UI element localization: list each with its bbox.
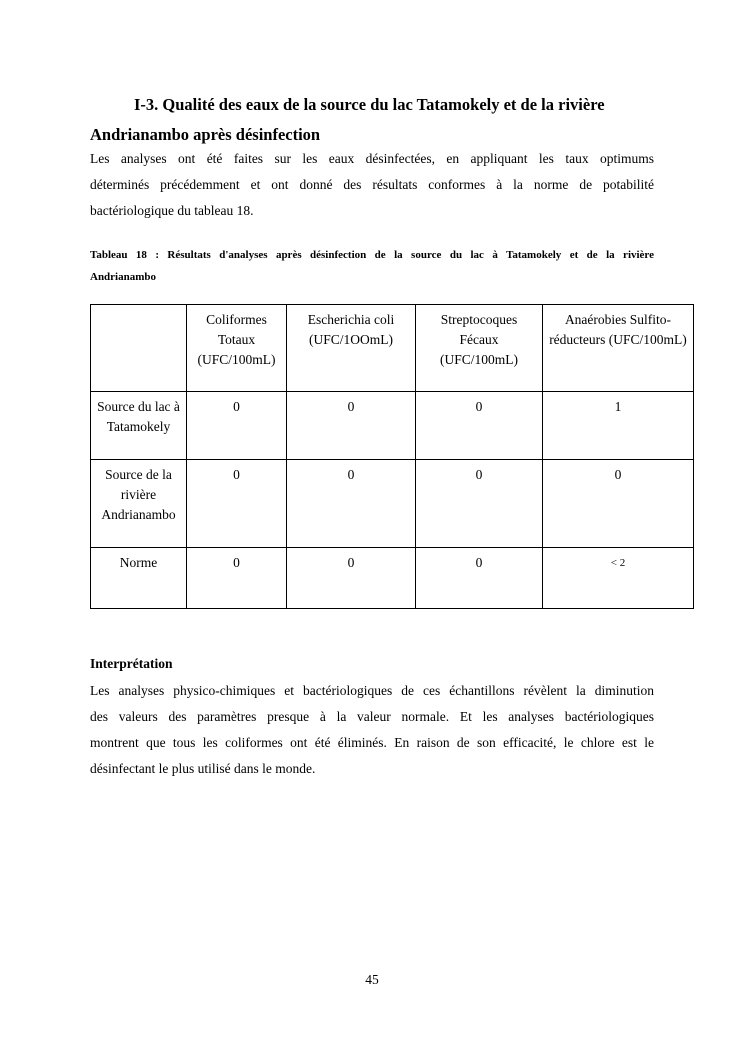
intro-line: bactériologique du tableau 18. — [90, 203, 254, 218]
row-label: Norme — [91, 548, 187, 609]
caption-line: Andrianambo — [90, 271, 157, 283]
table-cell: 0 — [416, 392, 543, 460]
table-row — [91, 460, 694, 548]
table-cell: 0 — [287, 460, 416, 548]
table-cell: 0 — [187, 548, 287, 609]
table-cell: < 2 — [543, 548, 694, 609]
table-row — [91, 548, 694, 609]
row-label: Source de la rivière Andrianambo — [91, 460, 187, 548]
table-cell: 0 — [187, 460, 287, 548]
table-caption — [90, 244, 654, 288]
section-title-line-1: Qualité des eaux de la source du lac Tatamokely et de la rivière — [162, 95, 605, 114]
caption-line: Tableau 18 : Résultats d'analyses après désinfection de la source du lac à Tatamokely et de la rivière — [90, 249, 654, 261]
table-cell: 0 — [187, 392, 287, 460]
table-cell: 0 — [416, 460, 543, 548]
header-cell-empty — [91, 305, 187, 392]
table-cell: 0 — [416, 548, 543, 609]
intro-line: Les analyses ont été faites sur les eaux désinfectées, en appliquant les taux optimums — [90, 151, 654, 166]
table-cell: 0 — [287, 392, 416, 460]
table-cell: 0 — [543, 460, 694, 548]
intro-line: déterminés précédemment et ont donné des résultats conformes à la norme de potabilité — [90, 177, 654, 192]
page-number: 45 — [365, 972, 379, 987]
header-escherichia-coli: Escherichia coli (UFC/1OOmL) — [287, 305, 416, 392]
interpretation-paragraph — [90, 678, 654, 782]
section-heading — [90, 90, 654, 150]
table-header-row — [91, 305, 694, 392]
interpretation-title: Interprétation — [90, 656, 173, 671]
interpretation-line: désinfectant le plus utilisé dans le monde. — [90, 761, 316, 776]
interpretation-line: Les analyses physico-chimiques et bactériologiques de ces échantillons révèlent la diminution — [90, 683, 654, 698]
interpretation-line: des valeurs des paramètres presque à la valeur normale. Et les analyses bactériologiques — [90, 709, 654, 724]
header-streptocoques-fecaux: Streptocoques Fécaux (UFC/100mL) — [416, 305, 543, 392]
header-coliformes-totaux: Coliformes Totaux (UFC/100mL) — [187, 305, 287, 392]
table-cell: 1 — [543, 392, 694, 460]
section-number: I-3. — [134, 95, 159, 114]
section-title-line-2: Andrianambo après désinfection — [90, 125, 321, 144]
table-row — [91, 392, 694, 460]
header-anaerobies-sulfito-reducteurs: Anaérobies Sulfito-réducteurs (UFC/100mL) — [543, 305, 694, 392]
results-table — [90, 304, 694, 609]
table-cell: 0 — [287, 548, 416, 609]
row-label: Source du lac à Tatamokely — [91, 392, 187, 460]
interpretation-line: montrent que tous les coliformes ont été éliminés. En raison de son efficacité, le chlore est le — [90, 735, 654, 750]
intro-paragraph — [90, 146, 654, 224]
